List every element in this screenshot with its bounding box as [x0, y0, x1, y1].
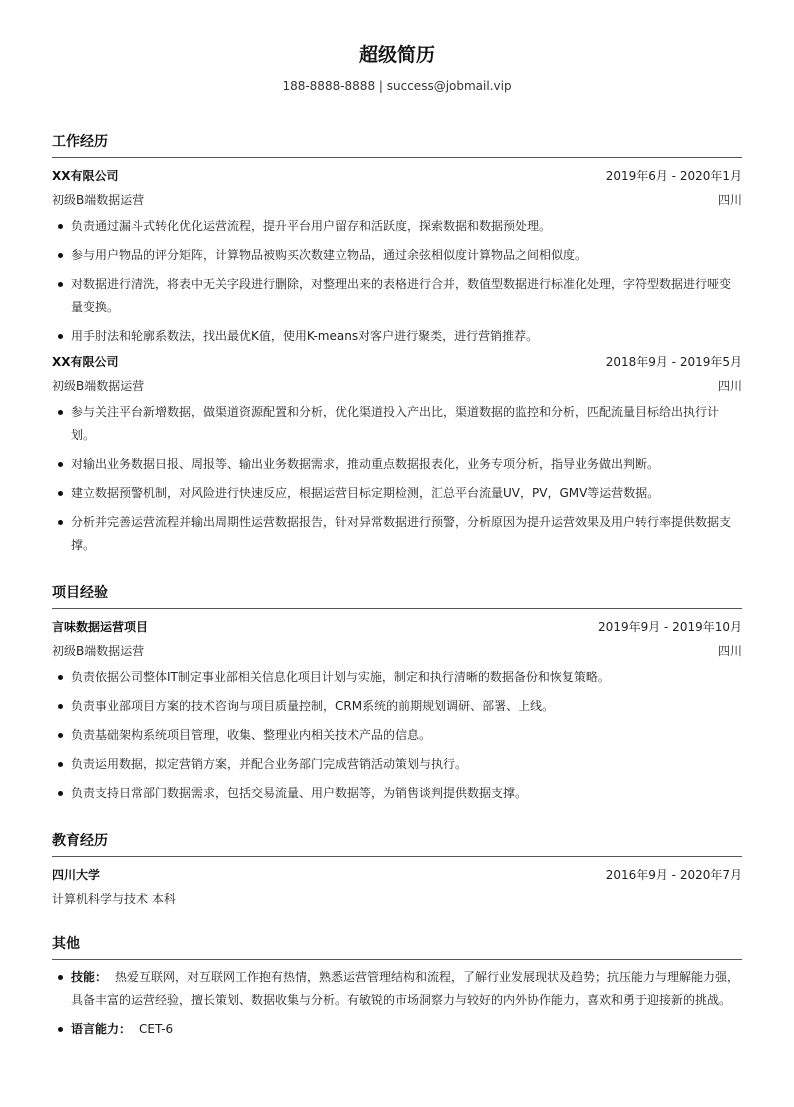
project-section	[52, 583, 742, 805]
project-name: 言味数据运营项目	[52, 620, 149, 634]
project-role: 初级B端数据运营	[52, 644, 145, 658]
bullet-item: 负责依据公司整体IT制定事业部相关信息化项目计划与实施，制定和执行清晰的数据备份和恢复策略。	[52, 666, 742, 689]
bullet-list	[52, 966, 742, 1041]
school-name: 四川大学	[52, 868, 101, 882]
bullet-list	[52, 401, 742, 557]
project-location: 四川	[717, 644, 742, 658]
work-section	[52, 132, 742, 557]
job-location: 四川	[717, 379, 742, 393]
education-detail: 计算机科学与技术 本科	[52, 892, 176, 906]
bullet-item: 建立数据预警机制，对风险进行快速反应，根据运营目标定期检测，汇总平台流量UV，PV，GMV等运营数据。	[52, 482, 742, 505]
education-entry	[52, 867, 742, 908]
bullet-item: 分析并完善运营流程并输出周期性运营数据报告，针对异常数据进行预警，分析原因为提升运营效果及用户转行率提供数据支撑。	[52, 511, 742, 557]
bullet-item: 负责基础架构系统项目管理，收集、整理业内相关技术产品的信息。	[52, 724, 742, 747]
bullet-item: 负责通过漏斗式转化优化运营流程，提升平台用户留存和活跃度，探索数据和数据预处理。	[52, 215, 742, 238]
job-location: 四川	[717, 193, 742, 207]
skills-text: 热爱互联网，对互联网工作抱有热情，熟悉运营管理结构和流程，了解行业发展现状及趋势；抗压能力与理解能力强，具备丰富的运营经验，擅长策划、数据收集与分析。有敏锐的市场洞察力与较好的内外协作能力，喜欢和勇于迎接新的挑战。	[71, 970, 740, 1007]
project-entry	[52, 619, 742, 805]
other-section	[52, 934, 742, 1041]
language-label: 语言能力：	[71, 1022, 132, 1036]
section-title-other: 其他	[52, 934, 742, 960]
bullet-list	[52, 666, 742, 805]
language-item	[52, 1018, 742, 1041]
contact-info: 188-8888-8888 | success@jobmail.vip	[282, 79, 512, 93]
bullet-item: 用手肘法和轮廓系数法，找出最优K值，使用K-means对客户进行聚类，进行营销推荐。	[52, 325, 742, 348]
section-title-work: 工作经历	[52, 132, 742, 158]
bullet-item: 对输出业务数据日报、周报等、输出业务数据需求，推动重点数据报表化，业务专项分析，指导业务做出判断。	[52, 453, 742, 476]
company-name: XX有限公司	[52, 169, 119, 183]
bullet-item: 参与用户物品的评分矩阵，计算物品被购买次数建立物品，通过余弦相似度计算物品之间相似度。	[52, 244, 742, 267]
resume-name: 超级简历	[358, 44, 435, 66]
bullet-item: 参与关注平台新增数据，做渠道资源配置和分析，优化渠道投入产出比，渠道数据的监控和分析，匹配流量目标给出执行计划。	[52, 401, 742, 447]
job-role: 初级B端数据运营	[52, 193, 145, 207]
bullet-item: 负责支持日常部门数据需求，包括交易流量、用户数据等，为销售谈判提供数据支撑。	[52, 782, 742, 805]
entry-date: 2016年9月 - 2020年7月	[605, 868, 742, 882]
job-role: 初级B端数据运营	[52, 379, 145, 393]
bullet-item: 负责运用数据，拟定营销方案，并配合业务部门完成营销活动策划与执行。	[52, 753, 742, 776]
education-section	[52, 831, 742, 908]
language-text: CET-6	[139, 1022, 174, 1036]
section-title-education: 教育经历	[52, 831, 742, 857]
entry-date: 2019年6月 - 2020年1月	[605, 169, 742, 183]
skills-item	[52, 966, 742, 1012]
bullet-item: 负责事业部项目方案的技术咨询与项目质量控制，CRM系统的前期规划调研、部署、上线。	[52, 695, 742, 718]
skills-label: 技能：	[71, 970, 108, 984]
entry-date: 2019年9月 - 2019年10月	[598, 620, 742, 634]
bullet-list	[52, 215, 742, 348]
section-title-projects: 项目经验	[52, 583, 742, 609]
work-entry	[52, 168, 742, 348]
company-name: XX有限公司	[52, 355, 119, 369]
bullet-item: 对数据进行清洗，将表中无关字段进行删除，对整理出来的表格进行合并，数值型数据进行标准化处理，字符型数据进行哑变量变换。	[52, 273, 742, 319]
work-entry	[52, 354, 742, 557]
entry-date: 2018年9月 - 2019年5月	[605, 355, 742, 369]
